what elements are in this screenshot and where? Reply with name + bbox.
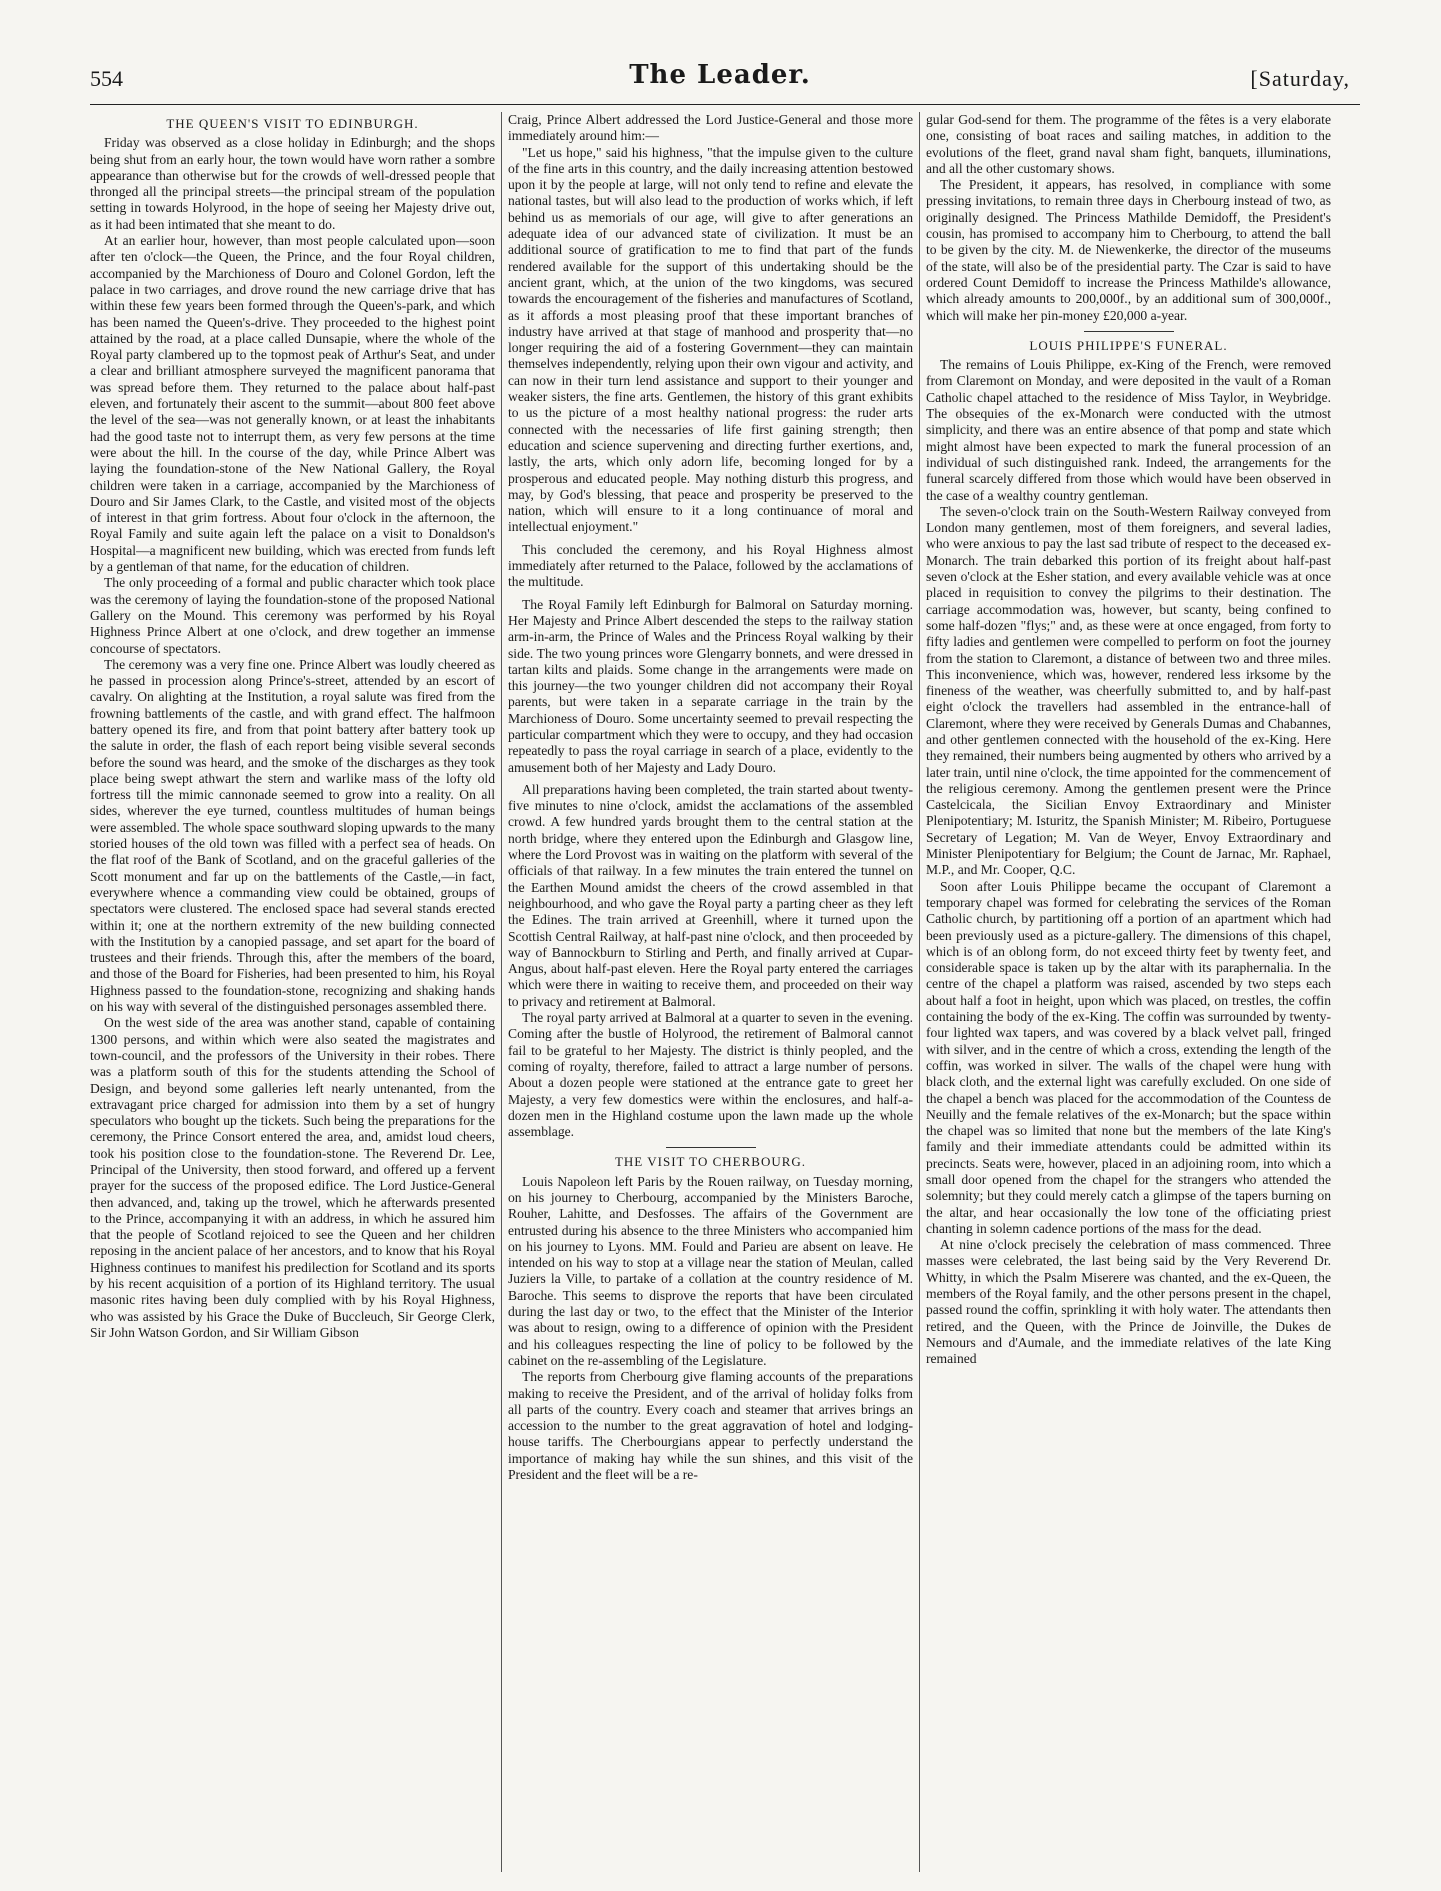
paragraph: On the west side of the area was another stand, capable of containing 1300 persons, and within which were also seated the magistrates and town-council, and the professors of the University in their robes. There was a platform south of this for the students attending the School of Design, and beyond some galleries left nearly untenanted, from the extravagant price charged for admission into them by a set of hungry speculators who bought up the tickets. Such being the preparations for the ceremony, the Prince Consort entered the area, and, amidst loud cheers, took his position close to the foundation-stone. The Reverend Dr. Lee, Principal of the University, then stood forward, and offered up a fervent prayer for the success of the proposed edifice. The Lord Justice-General then advanced, and, taking up the trowel, which he afterwards presented to the Prince, accompanying it with an address, in which he assured him that the people of Scotland rejoiced to see the Queen and her children reposing in the ancient palace of her ancestors, and to know that his Royal Highness continues to manifest his predilection for Scotland and its sports by his recent acquisition of a portion of its Highland territory. The usual masonic rites having been duly complied with by his Royal Highness, who was assisted by his Grace the Duke of Buccleuch, Sir George Clerk, Sir John Watson Gordon, and Sir William Gibson bbox=[90, 1015, 495, 1340]
column-3 bbox=[926, 112, 1331, 1872]
paragraph: The remains of Louis Philippe, ex-King of the French, were removed from Claremont on Monday, and were deposited in the vault of a Roman Catholic chapel attached to the residence of Miss Taylor, in Weybridge. The obsequies of the ex-Monarch were conducted with the utmost simplicity, and there was an entire absence of that pomp and state which might almost have been expected to mark the funeral procession of an individual of such distinguished rank. Indeed, the arrangements for the funeral scarcely differed from those which would have been observed in the case of a wealthy country gentleman. bbox=[926, 357, 1331, 503]
paragraph: Friday was observed as a close holiday in Edinburgh; and the shops being shut from an early hour, the town would have worn rather a sombre appearance than otherwise but for the crowds of well-dressed people that thronged all the principal streets—the principal stream of the population setting in towards Holyrood, in the hope of seeing her Majesty drive out, as it had been intimated that she meant to do. bbox=[90, 135, 495, 232]
masthead-title: The Leader. bbox=[629, 60, 811, 90]
paragraph: The seven-o'clock train on the South-Western Railway conveyed from London many gentlemen, most of them foreigners, and several ladies, who were anxious to pay the last sad tribute of respect to the deceased ex-Monarch. The train debarked this portion of its freight about half-past seven o'clock at the Esher station, and every available vehicle was at once placed in requisition to convey the pilgrims to their destination. The carriage accommodation was, however, but scanty, being confined to some half-dozen "flys;" and, as these were at once engaged, from forty to fifty ladies and gentlemen were compelled to perform on foot the journey from the station to Claremont, a distance of between two and three miles. This inconvenience, which was, however, rendered less irksome by the fineness of the weather, was cheerfully submitted to, and by half-past eight o'clock the travellers had assembled in the entrance-hall of Claremont, where they were received by Generals Dumas and Chabannes, and other gentlemen connected with the household of the ex-King. Here they remained, their numbers being augmented by others who arrived by a later train, until nine o'clock, the time appointed for the commencement of the religious ceremony. Among the gentlemen present were the Prince Castelcicala, the Sicilian Envoy Extraordinary and Minister Plenipotentiary; M. Isturitz, the Spanish Minister; M. Ribeiro, Portuguese Secretary of Legation; M. Van de Weyer, Envoy Extraordinary and Minister Plenipotentiary for Belgium; the Count de Jarnac, Mr. Raphael, M.P., and Mr. Cooper, Q.C. bbox=[926, 503, 1331, 878]
section-rule bbox=[666, 1147, 756, 1148]
issue-day: [Saturday, bbox=[1250, 66, 1350, 91]
paragraph: Soon after Louis Philippe became the occupant of Claremont a temporary chapel was formed for celebrating the services of the Roman Catholic church, by partitioning off a portion of an apartment which had been previously used as a picture-gallery. The dimensions of this chapel, which is of an oblong form, do not exceed thirty feet by twenty feet, and considerable space is taken up by the altar with its paraphernalia. In the centre of the chapel a platform was raised, ascended by two steps each about half a foot in height, upon which was placed, on trestles, the coffin containing the body of the ex-King. The coffin was surrounded by twenty-four lighted wax tapers, and was covered by a black velvet pall, fringed with silver, and in the centre of which a cross, extending the length of the coffin, was worked in silver. The walls of the chapel were hung with black cloth, and the external light was carefully excluded. On one side of the chapel a bench was placed for the accommodation of the Countess de Neuilly and the female relatives of the ex-Monarch; but the space within the chapel was so limited that none but the members of the late King's family and their immediate attendants could be admitted within its precincts. Seats were, however, placed in an adjoining room, into which a small door opened from the chapel for the strangers who attended the solemnity; but they could merely catch a glimpse of the tapers burning on the altar, and hear occasionally the low tone of the officiating priest chanting in solemn cadence portions of the mass for the dead. bbox=[926, 878, 1331, 1236]
paragraph: "Let us hope," said his highness, "that the impulse given to the culture of the fine arts in this country, and the daily increasing attention bestowed upon it by the people at large, will not only tend to refine and elevate the national tastes, but will also lead to the production of works which, if left behind us as memorials of our age, will give to after generations an adequate idea of our advanced state of civilization. It must be an additional source of gratification to me to find that part of the funds rendered available for the support of this undertaking should be the ancient grant, which, at the union of the two kingdoms, was secured towards the encouragement of the fisheries and manufactures of Scotland, as it affords a most pleasing proof that these important branches of industry have arrived at that stage of manhood and prosperity that—no longer requiring the aid of a fostering Government—they can maintain themselves independently, relying upon their own vigour and activity, and can now in their turn lend assistance and support to their younger and weaker sisters, the fine arts. Gentlemen, the history of this grant exhibits to us the picture of a most healthy national progress: the ruder arts connected with the necessaries of life first gaining strength; then education and science supervening and directing further exertions, and, lastly, the arts, which only adorn life, becoming longed for by a prosperous and educated people. May nothing disturb this progress, and may, by God's blessing, that peace and prosperity be preserved to the nation, which will ensure to it a long continuance of moral and intellectual enjoyment." bbox=[508, 144, 913, 535]
paragraph: At nine o'clock precisely the celebration of mass commenced. Three masses were celebrated, the last being said by the Very Reverend Dr. Whitty, in which the Psalm Miserere was chanted, and the ex-Queen, the members of the Royal family, and the other persons present in the chapel, passed round the coffin, sprinkling it with holy water. The attendants then retired, and the Queen, with the Prince de Joinville, the Dukes de Nemours and d'Aumale, and the immediate relatives of the late King remained bbox=[926, 1237, 1331, 1367]
paragraph: At an earlier hour, however, than most people calculated upon—soon after ten o'clock—the Queen, the Prince, and the four Royal children, accompanied by the Marchioness of Douro and Colonel Gordon, left the palace in two carriages, and drove round the new carriage drive that has within these few years been formed through the Queen's-park, and which has been named the Queen's-drive. They proceeded to the highest point attained by the road, at a place called Dunsapie, where the whole of the Royal party clambered up to the topmost peak of Arthur's Seat, and under a clear and brilliant atmosphere surveyed the magnificent panorama that was spread before them. They returned to the palace about half-past eleven, and fortunately their ascent to the summit—about 800 feet above the level of the sea—was not generally known, or at least the inhabitants had the good taste not to interrupt them, as very few persons at the time were about the hill. In the course of the day, while Prince Albert was laying the foundation-stone of the New National Gallery, the Royal children were taken in a carriage, accompanied by the Marchioness of Douro and Sir James Clark, to the Castle, and visited most of the objects of interest in that grim fortress. About four o'clock in the afternoon, the Royal Family and suite again left the palace on a visit to Donaldson's Hospital—a magnificent new building, which was erected from funds left by a gentleman of that name, for the education of children. bbox=[90, 233, 495, 575]
page-header bbox=[90, 60, 1350, 100]
paragraph: The President, it appears, has resolved, in compliance with some pressing invitations, to remain three days in Cherbourg instead of two, as originally designed. The Princess Mathilde Demidoff, the President's cousin, has promised to accompany him to Cherbourg, to attend the ball to be given by the city. M. de Niewenkerke, the director of the museums of the state, will also be of the presidential party. The Czar is said to have ordered Count Demidoff to increase the Princess Mathilde's allowance, which already amounts to 200,000f., by an additional sum of 300,000f., which will make her pin-money £20,000 a-year. bbox=[926, 177, 1331, 323]
paragraph: Craig, Prince Albert addressed the Lord Justice-General and those more immediately around him:— bbox=[508, 112, 913, 144]
header-rule bbox=[90, 104, 1360, 105]
paragraph: All preparations having been completed, the train started about twenty-five minutes to nine o'clock, amidst the acclamations of the assembled crowd. A few hundred yards brought them to the central station at the north bridge, where they entered upon the Edinburgh and Glasgow line, where the Lord Provost was in waiting on the platform with several of the officials of that railway. In a few minutes the train entered the tunnel on the Earthen Mound amidst the cheers of the crowd assembled in that neighbourhood, and who gave the Royal party a parting cheer as they left the Edines. The train arrived at Greenhill, where it turned upon the Scottish Central Railway, at half-past nine o'clock, and then proceeded by way of Bannockburn to Stirling and Perth, and finally arrived at Cupar-Angus, about half-past eleven. Here the Royal party entered the carriages which were there in waiting to receive them, and proceeded on their way to privacy and retirement at Balmoral. bbox=[508, 781, 913, 1009]
paragraph: The reports from Cherbourg give flaming accounts of the preparations making to receive the President, and of the arrival of holiday folks from all parts of the country. Every coach and steamer that arrives brings an accession to the number to the great aggravation of hotel and lodging-house tariffs. The Cherbourgians appear to perfectly understand the importance of making hay while the sun shines, and this visit of the President and the fleet will be a re- bbox=[508, 1369, 913, 1483]
column-1 bbox=[90, 112, 495, 1872]
column-divider bbox=[919, 112, 920, 1872]
paragraph: gular God-send for them. The programme of the fêtes is a very elaborate one, consisting of boat races and sailing matches, in addition to the evolutions of the fleet, grand naval sham fight, banquets, illuminations, and all the other customary shows. bbox=[926, 112, 1331, 176]
article-heading: LOUIS PHILIPPE'S FUNERAL. bbox=[1029, 337, 1228, 353]
paragraph: The ceremony was a very fine one. Prince Albert was loudly cheered as he passed in procession along Prince's-street, attended by an escort of cavalry. On alighting at the Institution, a royal salute was fired from the frowning battlements of the castle, and with grand effect. The halfmoon battery opened its fire, and from that point battery after battery took up the salute in order, the flash of each report being visible several seconds before the sound was heard, and the smoke of the discharges as they took place being swept athwart the stern and warlike mass of the lofty old fortress till the mimic cannonade seemed to grow into a reality. On all sides, wherever the eye turned, countless multitudes of human beings were assembled. The whole space southward sloping upwards to the many storied houses of the old town was filled with a perfect sea of heads. On the flat roof of the Bank of Scotland, and on the graceful galleries of the Scott monument and far up on the battlements of the Castle,—in fact, everywhere whence a commanding view could be obtained, groups of spectators were clustered. The enclosed space had several stands erected within it; one at the northern extremity of the new building connected with the Institution by a canopied passage, and set apart for the board of trustees and their friends. Through this, after the members of the board, and those of the Board for Fisheries, had been presented to him, his Royal Highness passed to the foundation-stone, recognizing and shaking hands on his way with several of the distinguished personages assembled there. bbox=[90, 656, 495, 1015]
paragraph: This concluded the ceremony, and his Royal Highness almost immediately after returned to the Palace, followed by the acclamations of the multitude. bbox=[508, 541, 913, 590]
paragraph: The only proceeding of a formal and public character which took place was the ceremony of laying the foundation-stone of the proposed National Gallery on the Mound. This ceremony was performed by his Royal Highness Prince Albert at one o'clock, and drew together an immense concourse of spectators. bbox=[90, 575, 495, 656]
column-2 bbox=[508, 112, 913, 1872]
paragraph: The Royal Family left Edinburgh for Balmoral on Saturday morning. Her Majesty and Prince Albert descended the steps to the railway station arm-in-arm, the Prince of Wales and the Princess Royal walking by their side. The two young princes wore Glengarry bonnets, and were dressed in tartan kilts and plaids. Some change in the arrangements were made on this journey—the two younger children did not accompany their Royal parents, but were taken in a separate carriage in the train by the Marchioness of Douro. Some uncertainty seemed to prevail respecting the particular compartment which they were to occupy, and they had occasion repeatedly to pass the royal carriage in search of a place, evidently to the amusement both of her Majesty and Lady Douro. bbox=[508, 596, 913, 775]
article-heading: THE QUEEN'S VISIT TO EDINBURGH. bbox=[166, 116, 419, 131]
article-heading: THE VISIT TO CHERBOURG. bbox=[614, 1154, 807, 1170]
paragraph: The royal party arrived at Balmoral at a quarter to seven in the evening. Coming after the bustle of Holyrood, the retirement of Balmoral cannot fail to be grateful to her Majesty. The district is thinly peopled, and the coming of royalty, therefore, failed to attract a large number of persons. About a dozen people were stationed at the entrance gate to greet her Majesty, a very few domestics were within the enclosures, and half-a-dozen men in the Highland costume upon the lawn made up the whole assemblage. bbox=[508, 1010, 913, 1140]
page-number: 554 bbox=[90, 66, 123, 91]
section-rule bbox=[1084, 331, 1174, 332]
paragraph: Louis Napoleon left Paris by the Rouen railway, on Tuesday morning, on his journey to Cherbourg, accompanied by the Ministers Baroche, Rouher, Lahitte, and Desfosses. The affairs of the Government are entrusted during his absence to the three Ministers who accompanied him on his journey to Lyons. MM. Fould and Parieu are absent on leave. He intended on his way to stop at a village near the station of Meulan, called Juziers la Ville, to partake of a collation at the country residence of M. Baroche. This seems to disprove the reports that have been circulated during the last day or two, to the effect that the Minister of the Interior was about to resign, owing to a difference of opinion with the President and his colleagues respecting the line of policy to be followed by the cabinet on the re-assembling of the Legislature. bbox=[508, 1173, 913, 1368]
column-divider bbox=[501, 112, 502, 1872]
